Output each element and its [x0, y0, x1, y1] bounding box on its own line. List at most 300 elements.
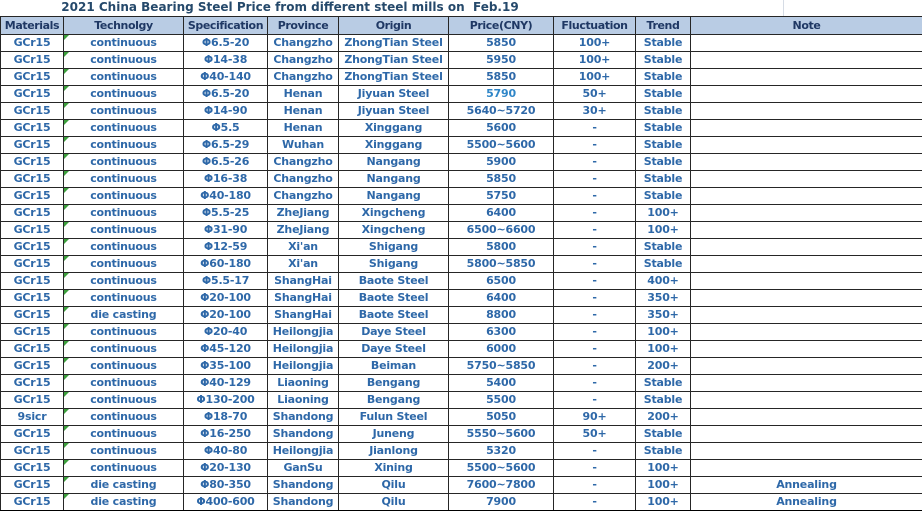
cell-note[interactable] [691, 290, 922, 307]
cell-materials[interactable] [1, 69, 64, 86]
column-header-note[interactable]: Note [691, 17, 922, 35]
cell-trend[interactable] [636, 324, 691, 341]
cell-technology[interactable] [64, 477, 184, 494]
cell-province[interactable] [268, 460, 339, 477]
cell-origin[interactable] [339, 256, 449, 273]
cell-trend[interactable] [636, 256, 691, 273]
cell-origin[interactable] [339, 375, 449, 392]
cell-origin[interactable] [339, 69, 449, 86]
cell-specification[interactable] [184, 392, 268, 409]
cell-specification[interactable] [184, 290, 268, 307]
cell-technology[interactable] [64, 307, 184, 324]
cell-materials[interactable] [1, 120, 64, 137]
cell-origin[interactable] [339, 239, 449, 256]
cell-trend[interactable] [636, 375, 691, 392]
cell-note[interactable] [691, 375, 922, 392]
cell-trend[interactable] [636, 307, 691, 324]
cell-fluctuation[interactable] [554, 188, 636, 205]
cell-technology[interactable] [64, 324, 184, 341]
cell-origin[interactable] [339, 86, 449, 103]
cell-specification[interactable] [184, 239, 268, 256]
cell-price[interactable] [449, 154, 554, 171]
column-header-specification[interactable]: Specification [184, 17, 268, 35]
cell-fluctuation[interactable] [554, 426, 636, 443]
cell-trend[interactable] [636, 477, 691, 494]
cell-price[interactable] [449, 35, 554, 52]
cell-text: 5320 [486, 444, 516, 457]
cell-specification[interactable] [184, 188, 268, 205]
cell-materials[interactable] [1, 426, 64, 443]
cell-province[interactable] [268, 205, 339, 222]
cell-fluctuation[interactable] [554, 494, 636, 511]
cell-technology[interactable] [64, 426, 184, 443]
cell-trend[interactable] [636, 290, 691, 307]
cell-text: continuous [90, 359, 157, 372]
cell-technology[interactable] [64, 120, 184, 137]
cell-materials[interactable] [1, 324, 64, 341]
cell-materials[interactable] [1, 477, 64, 494]
cell-note[interactable] [691, 358, 922, 375]
cell-origin[interactable] [339, 137, 449, 154]
cell-materials[interactable] [1, 86, 64, 103]
cell-specification[interactable] [184, 103, 268, 120]
cell-materials[interactable] [1, 358, 64, 375]
cell-specification[interactable] [184, 358, 268, 375]
column-header-materials[interactable]: Materials [1, 17, 64, 35]
cell-technology[interactable] [64, 341, 184, 358]
cell-note[interactable] [691, 86, 922, 103]
table-row [1, 273, 922, 290]
cell-specification[interactable] [184, 307, 268, 324]
cell-technology[interactable] [64, 154, 184, 171]
cell-note[interactable] [691, 477, 922, 494]
cell-trend[interactable] [636, 273, 691, 290]
cell-fluctuation[interactable] [554, 290, 636, 307]
cell-text: Henan [283, 121, 323, 134]
cell-fluctuation[interactable] [554, 52, 636, 69]
cell-trend[interactable] [636, 86, 691, 103]
cell-materials[interactable] [1, 52, 64, 69]
cell-technology[interactable] [64, 273, 184, 290]
cell-price[interactable] [449, 188, 554, 205]
cell-origin[interactable] [339, 358, 449, 375]
cell-price[interactable] [449, 341, 554, 358]
cell-note[interactable] [691, 409, 922, 426]
cell-origin[interactable] [339, 341, 449, 358]
cell-technology[interactable] [64, 256, 184, 273]
cell-materials[interactable] [1, 460, 64, 477]
cell-note[interactable] [691, 154, 922, 171]
cell-technology[interactable] [64, 494, 184, 511]
cell-text: Φ40-180 [200, 189, 251, 202]
cell-note[interactable] [691, 273, 922, 290]
cell-price[interactable] [449, 375, 554, 392]
cell-origin[interactable] [339, 120, 449, 137]
cell-text: Xi'an [288, 257, 318, 270]
cell-technology[interactable] [64, 86, 184, 103]
cell-trend[interactable] [636, 358, 691, 375]
cell-fluctuation[interactable] [554, 205, 636, 222]
cell-text: die casting [90, 495, 157, 508]
cell-specification[interactable] [184, 375, 268, 392]
cell-specification[interactable] [184, 137, 268, 154]
cell-specification[interactable] [184, 222, 268, 239]
cell-text: 50+ [582, 87, 607, 100]
cell-note[interactable] [691, 256, 922, 273]
header-row [1, 17, 922, 35]
cell-price[interactable] [449, 86, 554, 103]
cell-technology[interactable] [64, 239, 184, 256]
cell-note[interactable] [691, 171, 922, 188]
cell-price[interactable] [449, 358, 554, 375]
column-header-origin[interactable]: Origin [339, 17, 449, 35]
cell-trend[interactable] [636, 341, 691, 358]
cell-technology[interactable] [64, 69, 184, 86]
cell-specification[interactable] [184, 273, 268, 290]
cell-province[interactable] [268, 392, 339, 409]
cell-origin[interactable] [339, 494, 449, 511]
cell-technology[interactable] [64, 137, 184, 154]
cell-text: ShangHai [274, 308, 332, 321]
cell-trend[interactable] [636, 205, 691, 222]
cell-origin[interactable] [339, 477, 449, 494]
cell-materials[interactable] [1, 273, 64, 290]
cell-province[interactable] [268, 188, 339, 205]
cell-trend[interactable] [636, 409, 691, 426]
cell-fluctuation[interactable] [554, 154, 636, 171]
cell-price[interactable] [449, 205, 554, 222]
cell-price[interactable] [449, 477, 554, 494]
cell-specification[interactable] [184, 154, 268, 171]
cell-text: Φ35-100 [200, 359, 251, 372]
cell-text: GCr15 [13, 308, 51, 321]
cell-trend[interactable] [636, 69, 691, 86]
cell-text: Shigang [368, 257, 419, 270]
cell-materials[interactable] [1, 188, 64, 205]
cell-origin[interactable] [339, 171, 449, 188]
cell-note[interactable] [691, 341, 922, 358]
cell-province[interactable] [268, 103, 339, 120]
error-indicator-triangle-icon [64, 154, 69, 159]
cell-fluctuation[interactable] [554, 409, 636, 426]
cell-origin[interactable] [339, 52, 449, 69]
cell-fluctuation[interactable] [554, 86, 636, 103]
cell-specification[interactable] [184, 69, 268, 86]
cell-note[interactable] [691, 120, 922, 137]
cell-fluctuation[interactable] [554, 375, 636, 392]
cell-origin[interactable] [339, 188, 449, 205]
cell-materials[interactable] [1, 290, 64, 307]
cell-materials[interactable] [1, 443, 64, 460]
cell-origin[interactable] [339, 392, 449, 409]
error-indicator-triangle-icon [64, 307, 69, 312]
cell-technology[interactable] [64, 205, 184, 222]
cell-fluctuation[interactable] [554, 358, 636, 375]
cell-province[interactable] [268, 52, 339, 69]
cell-province[interactable] [268, 256, 339, 273]
cell-fluctuation[interactable] [554, 103, 636, 120]
cell-fluctuation[interactable] [554, 341, 636, 358]
cell-province[interactable] [268, 222, 339, 239]
cell-materials[interactable] [1, 409, 64, 426]
cell-trend[interactable] [636, 52, 691, 69]
cell-specification[interactable] [184, 324, 268, 341]
cell-technology[interactable] [64, 222, 184, 239]
cell-province[interactable] [268, 307, 339, 324]
cell-materials[interactable] [1, 256, 64, 273]
cell-price[interactable] [449, 52, 554, 69]
cell-origin[interactable] [339, 103, 449, 120]
cell-technology[interactable] [64, 52, 184, 69]
cell-specification[interactable] [184, 35, 268, 52]
cell-province[interactable] [268, 324, 339, 341]
cell-price[interactable] [449, 494, 554, 511]
column-header-technology[interactable]: Technolgy [64, 17, 184, 35]
cell-fluctuation[interactable] [554, 239, 636, 256]
cell-technology[interactable] [64, 188, 184, 205]
cell-text: 100+ [578, 53, 611, 66]
cell-specification[interactable] [184, 460, 268, 477]
cell-fluctuation[interactable] [554, 69, 636, 86]
cell-fluctuation[interactable] [554, 460, 636, 477]
column-header-province[interactable]: Province [268, 17, 339, 35]
cell-text: GCr15 [13, 478, 51, 491]
cell-specification[interactable] [184, 205, 268, 222]
cell-fluctuation[interactable] [554, 171, 636, 188]
cell-text: - [592, 444, 597, 457]
cell-materials[interactable] [1, 239, 64, 256]
cell-specification[interactable] [184, 494, 268, 511]
cell-fluctuation[interactable] [554, 307, 636, 324]
cell-text: Stable [643, 53, 683, 66]
cell-price[interactable] [449, 409, 554, 426]
cell-origin[interactable] [339, 460, 449, 477]
cell-origin[interactable] [339, 205, 449, 222]
cell-materials[interactable] [1, 35, 64, 52]
cell-province[interactable] [268, 409, 339, 426]
column-header-fluctuation[interactable]: Fluctuation [554, 17, 636, 35]
cell-trend[interactable] [636, 239, 691, 256]
cell-trend[interactable] [636, 35, 691, 52]
cell-province[interactable] [268, 494, 339, 511]
cell-materials[interactable] [1, 222, 64, 239]
cell-text: Φ45-120 [200, 342, 251, 355]
cell-specification[interactable] [184, 426, 268, 443]
cell-note[interactable] [691, 137, 922, 154]
cell-technology[interactable] [64, 290, 184, 307]
cell-text: 5800 [486, 240, 516, 253]
cell-province[interactable] [268, 290, 339, 307]
cell-trend[interactable] [636, 103, 691, 120]
column-header-price[interactable]: Price(CNY) [449, 17, 554, 35]
cell-origin[interactable] [339, 409, 449, 426]
cell-province[interactable] [268, 375, 339, 392]
cell-text: Φ40-80 [203, 444, 248, 457]
cell-materials[interactable] [1, 494, 64, 511]
cell-technology[interactable] [64, 460, 184, 477]
cell-note[interactable] [691, 35, 922, 52]
cell-trend[interactable] [636, 137, 691, 154]
cell-note[interactable] [691, 69, 922, 86]
cell-materials[interactable] [1, 392, 64, 409]
cell-price[interactable] [449, 290, 554, 307]
cell-price[interactable] [449, 239, 554, 256]
cell-note[interactable] [691, 222, 922, 239]
cell-fluctuation[interactable] [554, 443, 636, 460]
cell-text: - [592, 342, 597, 355]
cell-fluctuation[interactable] [554, 35, 636, 52]
cell-technology[interactable] [64, 103, 184, 120]
cell-origin[interactable] [339, 426, 449, 443]
cell-materials[interactable] [1, 205, 64, 222]
cell-text: Baote Steel [358, 308, 429, 321]
cell-province[interactable] [268, 239, 339, 256]
cell-specification[interactable] [184, 86, 268, 103]
cell-text: Xingcheng [361, 206, 426, 219]
cell-note[interactable] [691, 426, 922, 443]
cell-origin[interactable] [339, 290, 449, 307]
cell-trend[interactable] [636, 188, 691, 205]
cell-trend[interactable] [636, 392, 691, 409]
cell-price[interactable] [449, 256, 554, 273]
cell-price[interactable] [449, 392, 554, 409]
cell-specification[interactable] [184, 409, 268, 426]
cell-origin[interactable] [339, 35, 449, 52]
cell-price[interactable] [449, 103, 554, 120]
cell-note[interactable] [691, 460, 922, 477]
cell-specification[interactable] [184, 120, 268, 137]
cell-origin[interactable] [339, 222, 449, 239]
cell-province[interactable] [268, 477, 339, 494]
cell-note[interactable] [691, 443, 922, 460]
cell-price[interactable] [449, 171, 554, 188]
cell-fluctuation[interactable] [554, 477, 636, 494]
cell-note[interactable] [691, 494, 922, 511]
cell-origin[interactable] [339, 443, 449, 460]
cell-fluctuation[interactable] [554, 273, 636, 290]
cell-fluctuation[interactable] [554, 137, 636, 154]
cell-province[interactable] [268, 426, 339, 443]
cell-province[interactable] [268, 443, 339, 460]
cell-trend[interactable] [636, 494, 691, 511]
cell-note[interactable] [691, 392, 922, 409]
cell-trend[interactable] [636, 171, 691, 188]
cell-province[interactable] [268, 154, 339, 171]
cell-price[interactable] [449, 273, 554, 290]
cell-technology[interactable] [64, 358, 184, 375]
cell-specification[interactable] [184, 171, 268, 188]
cell-technology[interactable] [64, 171, 184, 188]
error-indicator-triangle-icon [64, 290, 69, 295]
cell-price[interactable] [449, 69, 554, 86]
cell-note[interactable] [691, 239, 922, 256]
cell-technology[interactable] [64, 409, 184, 426]
cell-specification[interactable] [184, 443, 268, 460]
cell-province[interactable] [268, 341, 339, 358]
table-row [1, 307, 922, 324]
cell-fluctuation[interactable] [554, 324, 636, 341]
cell-note[interactable] [691, 324, 922, 341]
cell-price[interactable] [449, 222, 554, 239]
table-row [1, 494, 922, 511]
cell-fluctuation[interactable] [554, 256, 636, 273]
cell-technology[interactable] [64, 443, 184, 460]
cell-fluctuation[interactable] [554, 392, 636, 409]
cell-specification[interactable] [184, 341, 268, 358]
cell-materials[interactable] [1, 375, 64, 392]
cell-province[interactable] [268, 69, 339, 86]
cell-text: GanSu [283, 461, 323, 474]
cell-text: 100+ [647, 325, 679, 338]
cell-text: Wuhan [281, 138, 325, 151]
cell-price[interactable] [449, 120, 554, 137]
cell-text: die casting [90, 308, 157, 321]
cell-specification[interactable] [184, 52, 268, 69]
cell-province[interactable] [268, 86, 339, 103]
cell-origin[interactable] [339, 154, 449, 171]
cell-note[interactable] [691, 188, 922, 205]
cell-materials[interactable] [1, 307, 64, 324]
cell-materials[interactable] [1, 154, 64, 171]
error-indicator-triangle-icon [64, 409, 69, 414]
cell-price[interactable] [449, 137, 554, 154]
cell-text: 5640~5720 [466, 104, 536, 117]
cell-trend[interactable] [636, 154, 691, 171]
cell-origin[interactable] [339, 307, 449, 324]
cell-price[interactable] [449, 426, 554, 443]
cell-materials[interactable] [1, 171, 64, 188]
cell-note[interactable] [691, 103, 922, 120]
cell-trend[interactable] [636, 120, 691, 137]
cell-province[interactable] [268, 35, 339, 52]
cell-price[interactable] [449, 443, 554, 460]
cell-trend[interactable] [636, 222, 691, 239]
cell-province[interactable] [268, 273, 339, 290]
cell-trend[interactable] [636, 426, 691, 443]
cell-price[interactable] [449, 460, 554, 477]
cell-trend[interactable] [636, 443, 691, 460]
cell-price[interactable] [449, 307, 554, 324]
column-header-trend[interactable]: Trend [636, 17, 691, 35]
cell-text: Φ20-130 [200, 461, 251, 474]
cell-price[interactable] [449, 324, 554, 341]
cell-note[interactable] [691, 52, 922, 69]
cell-origin[interactable] [339, 273, 449, 290]
cell-technology[interactable] [64, 375, 184, 392]
cell-materials[interactable] [1, 341, 64, 358]
cell-materials[interactable] [1, 103, 64, 120]
cell-text: Shigang [368, 240, 419, 253]
cell-technology[interactable] [64, 35, 184, 52]
error-indicator-triangle-icon [64, 477, 69, 482]
cell-fluctuation[interactable] [554, 120, 636, 137]
cell-note[interactable] [691, 307, 922, 324]
cell-trend[interactable] [636, 460, 691, 477]
cell-province[interactable] [268, 120, 339, 137]
cell-province[interactable] [268, 137, 339, 154]
cell-province[interactable] [268, 358, 339, 375]
cell-province[interactable] [268, 171, 339, 188]
cell-technology[interactable] [64, 392, 184, 409]
cell-text: 5950 [486, 53, 516, 66]
cell-origin[interactable] [339, 324, 449, 341]
cell-specification[interactable] [184, 256, 268, 273]
cell-specification[interactable] [184, 477, 268, 494]
cell-text: Shandong [272, 478, 334, 491]
cell-fluctuation[interactable] [554, 222, 636, 239]
cell-materials[interactable] [1, 137, 64, 154]
cell-note[interactable] [691, 205, 922, 222]
